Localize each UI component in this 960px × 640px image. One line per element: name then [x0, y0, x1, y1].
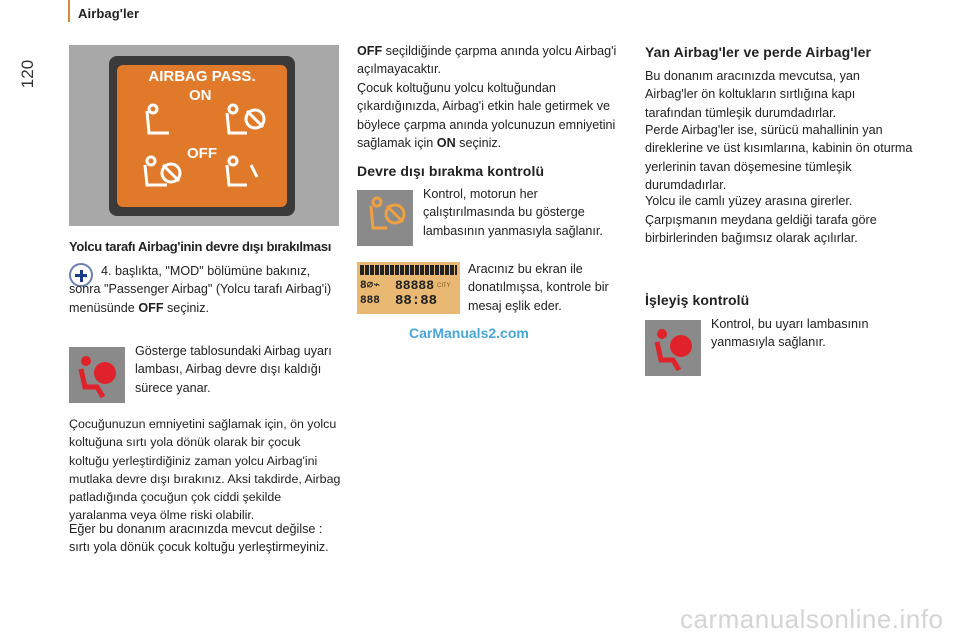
side-airbags-heading: Yan Airbag'ler ve perde Airbag'ler — [645, 44, 872, 60]
watermark-carmanualsonline: carmanualsonline.info — [680, 604, 944, 634]
middle-paragraph-1-text: seçildiğinde çarpma anında yolcu Airbag'i açılmayacaktır. — [357, 44, 617, 77]
display-segment-bar — [360, 265, 457, 275]
right-paragraph-2: Perde Airbag'ler ise, sürücü mahallinin yan direklerine ve üst kısımlarına, kabinin ön oturma yerlerinin tavan döşemesine tümleşik durumdadırlar. — [645, 123, 913, 192]
right-paragraph-1: Bu donanım aracınızda mevcutsa, yan Airbag'ler ön koltukların sırtlığına kapı tarafından tümleşik durumdadırlar. — [645, 69, 860, 120]
panel-title: AIRBAG PASS. — [148, 68, 256, 85]
warning-lamp-text: Gösterge tablosundaki Airbag uyarı lambası, Airbag devre dışı kaldığı sürece yanar. — [135, 344, 332, 395]
display-time: 88:88 — [395, 293, 438, 309]
left-heading: Yolcu tarafı Airbag'inin devre dışı bırakılması — [69, 239, 332, 254]
middle-paragraph-2-text: Çocuk koltuğunu yolcu koltuğundan çıkardığınızda, Airbag'i etkin hale getirmek ve böylece çarpma anında yolcunuzun emniyetini sağlamak için — [357, 81, 616, 150]
deactivation-control-text: Kontrol, motorun her çalıştırılmasında bu gösterge lambasının yanmasıyla sağlanır. — [423, 187, 603, 238]
on-label: ON — [189, 87, 212, 104]
switch-label-plate — [117, 65, 287, 207]
left-paragraph-2: Eğer bu donanım aracınızda mevcut değilse : sırtı yola dönük çocuk koltuğu yerleştirmeyiniz. — [69, 522, 329, 555]
middle-paragraph-1 — [357, 42, 619, 79]
airbag-switch-photo — [69, 45, 339, 226]
display-digits: 88888 — [395, 278, 435, 293]
step-off-keyword: OFF — [138, 300, 164, 315]
middle-paragraph-2-end: seçiniz. — [455, 135, 502, 150]
deactivation-check-heading: Devre dışı bırakma kontrolü — [357, 163, 545, 179]
section-title: Airbag'ler — [78, 6, 140, 21]
left-paragraph-1: Çocuğunuzun emniyetini sağlamak için, ön yolcu koltuğuna sırtı yola dönük olarak bir çocuk koltuğu yerleştirdiğiniz zaman yolcu Airbag'ini mutlaka devre dışı bırakınız. Aksi takdirde, Airbag patladığında çocuğun çok ciddi şekilde yaralanma veya ölme riski olabilir. — [69, 417, 341, 523]
step-text-part1: 4. başlıkta, "MOD" bölümüne bakınız, sonra "Passenger Airbag" (Yolcu tarafı Airbag'i) menüsünde — [69, 264, 332, 315]
page-number: 120 — [18, 59, 38, 89]
off-label: OFF — [187, 145, 217, 162]
passenger-airbag-off-lamp-icon — [357, 190, 413, 246]
seat-pictograms-icon — [127, 101, 277, 201]
off-keyword: OFF — [357, 44, 383, 58]
airbag-warning-lamp-icon — [69, 347, 125, 403]
step-text — [69, 262, 339, 317]
side-airbag-warning-lamp-icon — [645, 320, 701, 376]
header-accent-line — [68, 0, 70, 22]
right-paragraph-3: Yolcu ile camlı yüzey arasına girerler. — [645, 194, 853, 208]
display-message-text: Aracınız bu ekran ile donatılmışsa, kontrole bir mesaj eşlik eder. — [468, 262, 609, 313]
page-number-wrap — [18, 59, 48, 90]
operation-check-heading: İşleyiş kontrolü — [645, 292, 750, 308]
display-city-label: CITY — [437, 283, 451, 289]
step-text-part2: seçiniz. — [163, 300, 210, 315]
right-paragraph-4: Çarpışmanın meydana geldiği tarafa göre birbirlerinden bağımsız olarak açılırlar. — [645, 213, 877, 246]
on-keyword: ON — [436, 135, 456, 150]
display-digits-small: 888 — [360, 295, 380, 307]
display-airbag-symbol-icon: 8∅⌁ — [360, 280, 380, 292]
multifunction-display — [357, 262, 460, 314]
middle-paragraph-2 — [357, 79, 619, 152]
operation-control-text: Kontrol, bu uyarı lambasının yanmasıyla sağlanır. — [711, 317, 869, 350]
watermark-carmanuals2: CarManuals2.com — [409, 325, 529, 341]
